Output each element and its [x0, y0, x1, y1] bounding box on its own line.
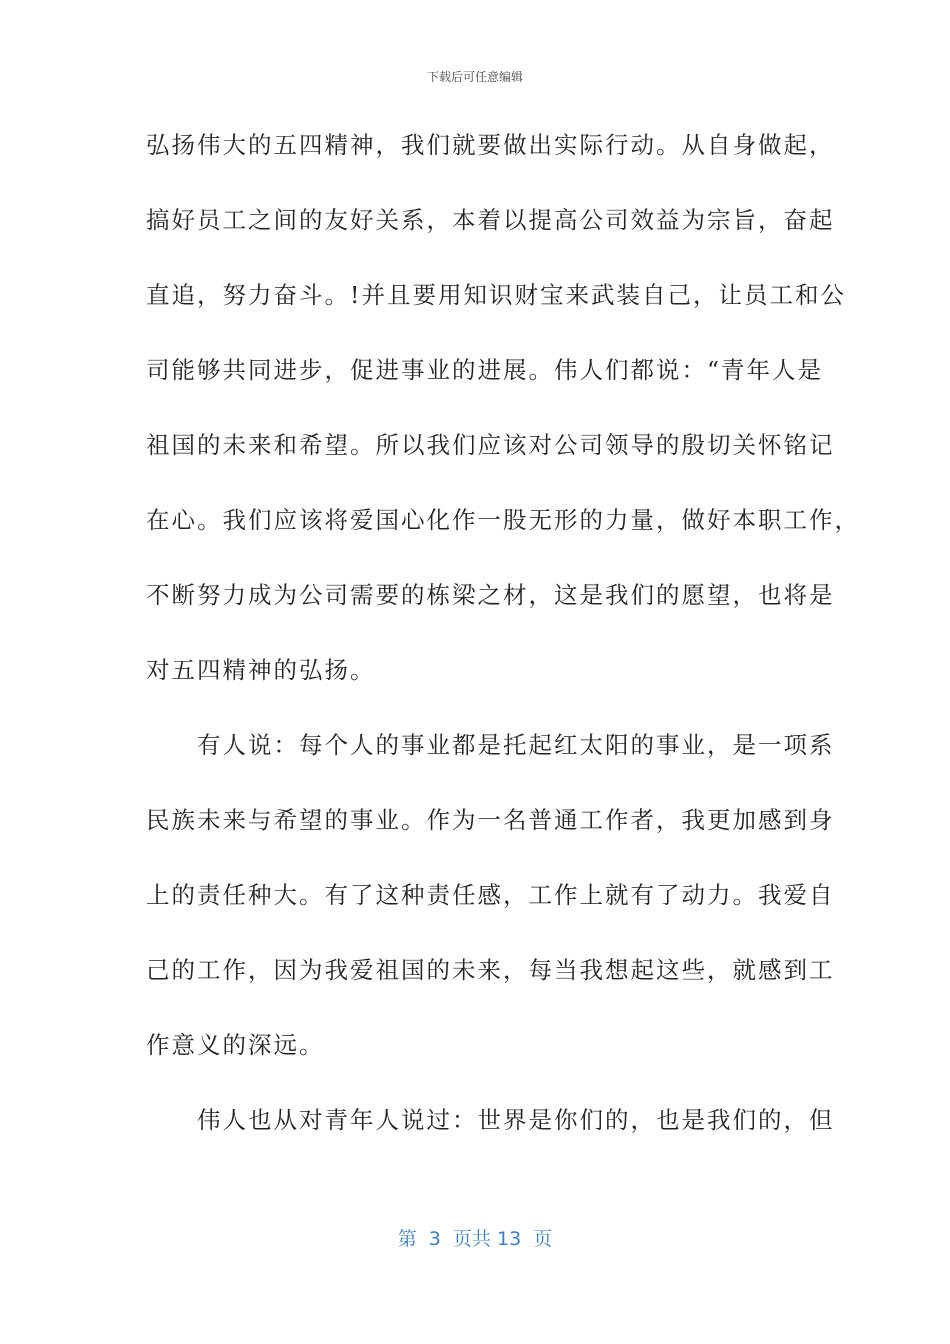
- page-number-footer: 第 3 页共 13 页: [397, 1228, 553, 1250]
- text-line: 司能够共同进步，促进事业的进展。伟人们都说：“青年人是: [146, 356, 824, 384]
- text-line: 民族未来与希望的事业。作为一名普通工作者，我更加感到身: [146, 806, 835, 834]
- text-line: 不断努力成为公司需要的栋梁之材，这是我们的愿望，也将是: [146, 581, 835, 609]
- text-line: 搞好员工之间的友好关系，本着以提高公司效益为宗旨，奋起: [146, 206, 835, 234]
- text-line: 直追，努力奋斗。!并且要用知识财宝来武装自己，让员工和公: [146, 281, 846, 309]
- text-line: 己的工作，因为我爱祖国的未来，每当我想起这些，就感到工: [146, 956, 835, 984]
- text-line: 上的责任种大。有了这种责任感，工作上就有了动力。我爱自: [146, 881, 835, 909]
- text-line: 祖国的未来和希望。所以我们应该对公司领导的殷切关怀铭记: [146, 431, 835, 459]
- text-line: 在心。我们应该将爱国心化作一股无形的力量，做好本职工作，: [146, 506, 860, 534]
- text-line: 弘扬伟大的五四精神，我们就要做出实际行动。从自身做起，: [146, 131, 835, 159]
- text-line: 对五四精神的弘扬。: [146, 656, 376, 684]
- page-header: 下载后可任意编辑: [426, 70, 523, 84]
- document-body: [146, 120, 860, 1170]
- text-line: 伟人也从对青年人说过：世界是你们的，也是我们的，但: [146, 1106, 835, 1134]
- text-line: 作意义的深远。: [146, 1031, 325, 1059]
- text-line: 有人说：每个人的事业都是托起红太阳的事业，是一项系: [146, 731, 835, 759]
